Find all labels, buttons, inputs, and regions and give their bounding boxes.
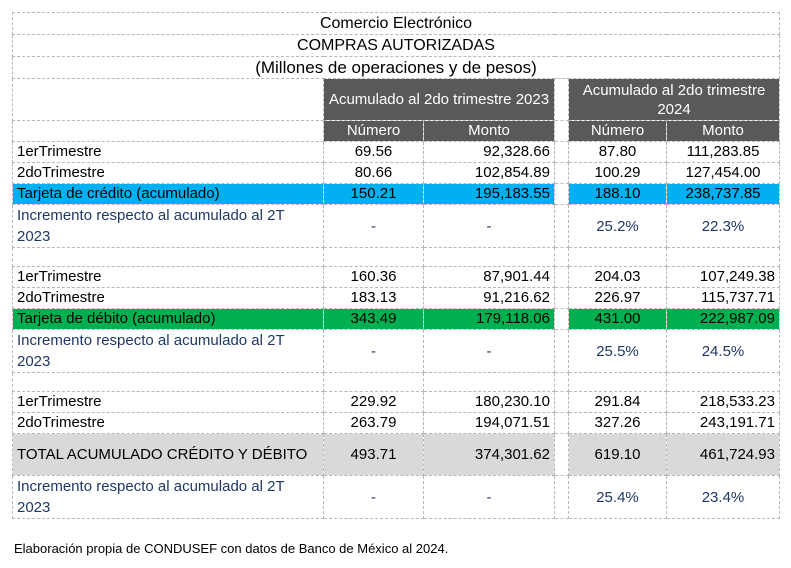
cell-monto-2023: 194,071.51 bbox=[424, 413, 555, 434]
increment-row bbox=[13, 205, 780, 248]
subheader-blank bbox=[13, 121, 324, 142]
cell-monto-2023: 92,328.66 bbox=[424, 142, 555, 163]
cell-numero-2023: 263.79 bbox=[324, 413, 424, 434]
cell-numero-2024: 25.2% bbox=[569, 205, 667, 248]
cell-monto-2024: 243,191.71 bbox=[667, 413, 780, 434]
row-label: Tarjeta de débito (acumulado) bbox=[13, 309, 324, 330]
row-label: 1erTrimestre bbox=[13, 392, 324, 413]
increment-row bbox=[13, 476, 780, 519]
cell-spacer bbox=[555, 434, 569, 476]
cell-numero-2023: 160.36 bbox=[324, 267, 424, 288]
cell-monto-2023: 87,901.44 bbox=[424, 267, 555, 288]
cell-numero-2023: 80.66 bbox=[324, 163, 424, 184]
col-numero-2024: Número bbox=[569, 121, 667, 142]
cell-monto-2023: - bbox=[424, 476, 555, 519]
table-row bbox=[13, 267, 780, 288]
col-numero-2023: Número bbox=[324, 121, 424, 142]
row-label: Tarjeta de crédito (acumulado) bbox=[13, 184, 324, 205]
cell-monto-2023: 91,216.62 bbox=[424, 288, 555, 309]
cell-numero-2023: - bbox=[324, 476, 424, 519]
cell-numero-2024: 291.84 bbox=[569, 392, 667, 413]
cell-monto-2024: 107,249.38 bbox=[667, 267, 780, 288]
cell-spacer bbox=[555, 288, 569, 309]
table-row bbox=[13, 288, 780, 309]
cell-spacer bbox=[555, 330, 569, 373]
cell-monto-2023: 179,118.06 bbox=[424, 309, 555, 330]
cell-spacer bbox=[555, 413, 569, 434]
debit-total-row bbox=[13, 309, 780, 330]
cell-monto-2024: 23.4% bbox=[667, 476, 780, 519]
row-label: 2doTrimestre bbox=[13, 288, 324, 309]
cell-monto-2023: 195,183.55 bbox=[424, 184, 555, 205]
cell-spacer bbox=[555, 142, 569, 163]
cell-monto-2023: - bbox=[424, 205, 555, 248]
cell-spacer bbox=[555, 163, 569, 184]
cell-numero-2024: 204.03 bbox=[569, 267, 667, 288]
cell-spacer bbox=[555, 267, 569, 288]
cell-numero-2024: 87.80 bbox=[569, 142, 667, 163]
row-label: 1erTrimestre bbox=[13, 142, 324, 163]
table-row bbox=[13, 413, 780, 434]
header-spacer bbox=[555, 79, 569, 121]
credit-total-row bbox=[13, 184, 780, 205]
cell-numero-2023: 229.92 bbox=[324, 392, 424, 413]
col-monto-2023: Monto bbox=[424, 121, 555, 142]
cell-monto-2024: 461,724.93 bbox=[667, 434, 780, 476]
row-label: 1erTrimestre bbox=[13, 267, 324, 288]
cell-numero-2024: 188.10 bbox=[569, 184, 667, 205]
cell-monto-2023: 374,301.62 bbox=[424, 434, 555, 476]
col-monto-2024: Monto bbox=[667, 121, 780, 142]
cell-numero-2023: - bbox=[324, 205, 424, 248]
cell-monto-2024: 24.5% bbox=[667, 330, 780, 373]
spacer-row bbox=[13, 248, 780, 267]
cell-spacer bbox=[555, 392, 569, 413]
cell-monto-2024: 115,737.71 bbox=[667, 288, 780, 309]
cell-monto-2023: 102,854.89 bbox=[424, 163, 555, 184]
cell-numero-2023: - bbox=[324, 330, 424, 373]
cell-numero-2024: 25.4% bbox=[569, 476, 667, 519]
table-row bbox=[13, 392, 780, 413]
header-period-2024: Acumulado al 2do trimestre 2024 bbox=[569, 79, 780, 121]
header-blank bbox=[13, 79, 324, 121]
cell-numero-2023: 150.21 bbox=[324, 184, 424, 205]
table-units: (Millones de operaciones y de pesos) bbox=[13, 57, 780, 79]
cell-numero-2024: 226.97 bbox=[569, 288, 667, 309]
cell-monto-2023: 180,230.10 bbox=[424, 392, 555, 413]
subheader-spacer bbox=[555, 121, 569, 142]
compras-autorizadas-table bbox=[12, 12, 780, 519]
cell-spacer bbox=[555, 309, 569, 330]
cell-monto-2024: 222,987.09 bbox=[667, 309, 780, 330]
grand-total-row bbox=[13, 434, 780, 476]
report-table-container bbox=[12, 12, 779, 519]
cell-monto-2024: 111,283.85 bbox=[667, 142, 780, 163]
row-label: Incremento respecto al acumulado al 2T 2023 bbox=[13, 205, 324, 248]
row-label: 2doTrimestre bbox=[13, 413, 324, 434]
table-subtitle: COMPRAS AUTORIZADAS bbox=[13, 35, 780, 57]
increment-row bbox=[13, 330, 780, 373]
cell-monto-2024: 218,533.23 bbox=[667, 392, 780, 413]
row-label: Incremento respecto al acumulado al 2T 2023 bbox=[13, 330, 324, 373]
cell-numero-2023: 343.49 bbox=[324, 309, 424, 330]
source-footnote: Elaboración propia de CONDUSEF con datos de Banco de México al 2024. bbox=[14, 541, 449, 556]
cell-numero-2024: 431.00 bbox=[569, 309, 667, 330]
table-title: Comercio Electrónico bbox=[13, 13, 780, 35]
cell-spacer bbox=[555, 184, 569, 205]
cell-monto-2024: 22.3% bbox=[667, 205, 780, 248]
cell-numero-2023: 69.56 bbox=[324, 142, 424, 163]
row-label: Incremento respecto al acumulado al 2T 2023 bbox=[13, 476, 324, 519]
row-label: 2doTrimestre bbox=[13, 163, 324, 184]
table-row bbox=[13, 142, 780, 163]
cell-numero-2023: 183.13 bbox=[324, 288, 424, 309]
cell-numero-2024: 619.10 bbox=[569, 434, 667, 476]
cell-numero-2024: 100.29 bbox=[569, 163, 667, 184]
spacer-row bbox=[13, 373, 780, 392]
cell-monto-2024: 127,454.00 bbox=[667, 163, 780, 184]
cell-numero-2023: 493.71 bbox=[324, 434, 424, 476]
cell-monto-2024: 238,737.85 bbox=[667, 184, 780, 205]
table-row bbox=[13, 163, 780, 184]
row-label: TOTAL ACUMULADO CRÉDITO Y DÉBITO bbox=[13, 434, 324, 476]
header-period-2023: Acumulado al 2do trimestre 2023 bbox=[324, 79, 555, 121]
cell-spacer bbox=[555, 476, 569, 519]
cell-numero-2024: 25.5% bbox=[569, 330, 667, 373]
cell-spacer bbox=[555, 205, 569, 248]
cell-monto-2023: - bbox=[424, 330, 555, 373]
cell-numero-2024: 327.26 bbox=[569, 413, 667, 434]
